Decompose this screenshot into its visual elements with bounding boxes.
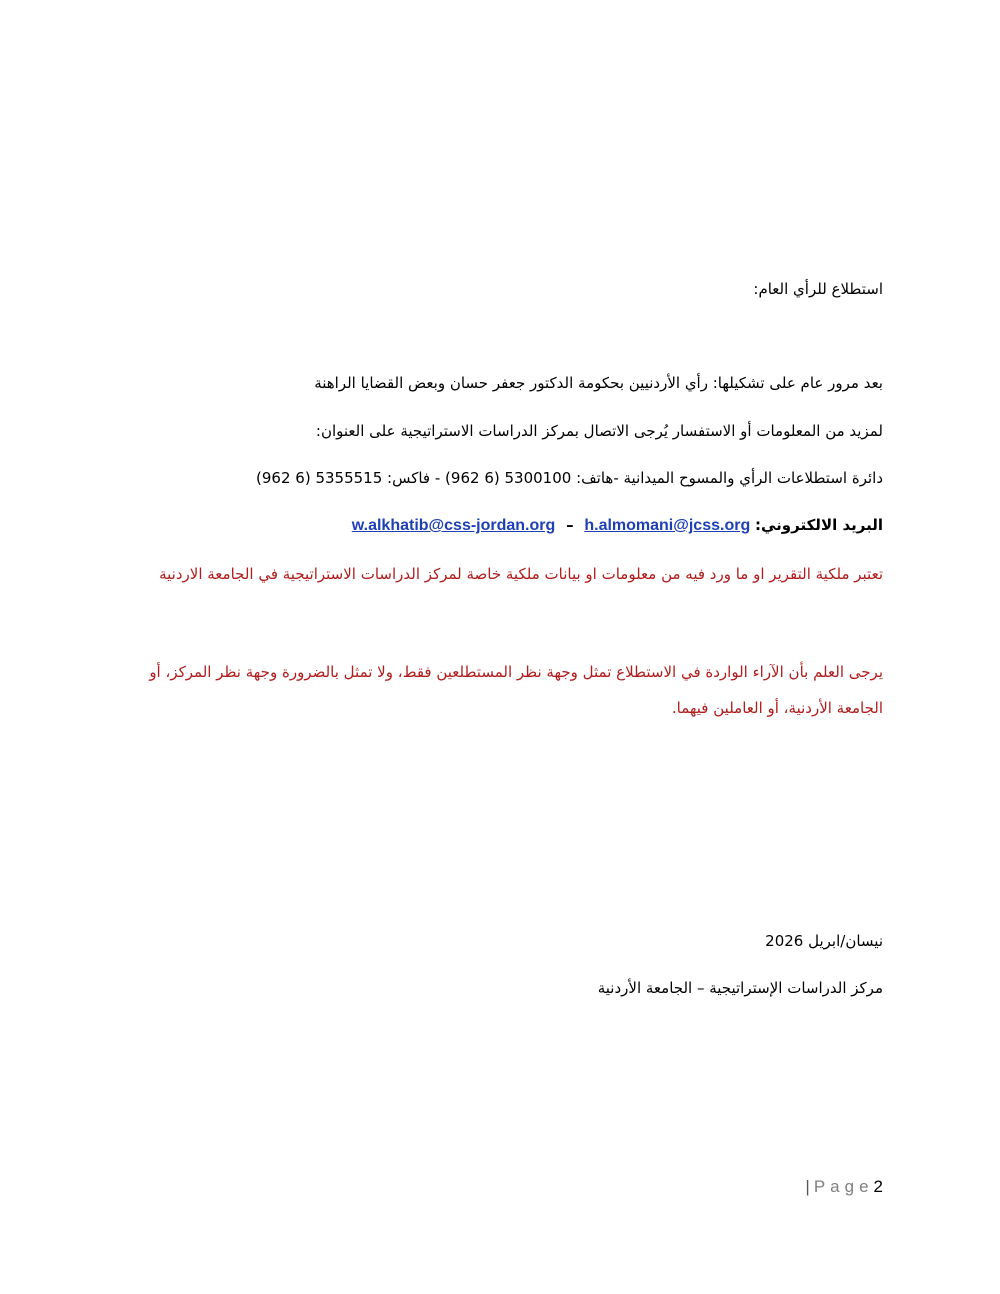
email-link-alkhatib[interactable]: w.alkhatib@css-jordan.org bbox=[351, 517, 556, 534]
email-separator: – bbox=[566, 516, 574, 534]
contact-intro: لمزيد من المعلومات أو الاستفسار يُرجى الاتصال بمركز الدراسات الاستراتيجية على العنوان: bbox=[315, 422, 883, 440]
email-line bbox=[123, 514, 883, 537]
report-date: نيسان/ابريل 2026 bbox=[765, 932, 883, 950]
department-contact-line: دائرة استطلاعات الرأي والمسوح الميدانية -هاتف: 5300100 (6 962) - فاكس: 5355515 (6 962) bbox=[256, 469, 883, 487]
survey-heading: استطلاع للرأي العام: bbox=[753, 280, 883, 298]
page-number: 2 bbox=[873, 1177, 883, 1196]
footer-page-word: Page bbox=[813, 1177, 874, 1196]
ownership-notice: تعتبر ملكية التقرير او ما ورد فيه من معلومات او بيانات ملكية خاصة لمركز الدراسات الاستراتيجية في الجامعة الاردنية bbox=[159, 565, 883, 583]
organization-name: مركز الدراسات الإستراتيجية – الجامعة الأردنية bbox=[597, 979, 883, 997]
email-label: البريد الالكتروني: bbox=[755, 516, 883, 534]
page-footer bbox=[801, 1176, 883, 1198]
survey-subject: بعد مرور عام على تشكيلها: رأي الأردنيين بحكومة الدكتور جعفر حسان وبعض القضايا الراهنة bbox=[314, 374, 883, 392]
footer-separator: | bbox=[805, 1177, 810, 1196]
email-link-almomani[interactable]: h.almomani@jcss.org bbox=[584, 517, 751, 534]
disclaimer-paragraph: يرجى العلم بأن الآراء الواردة في الاستطلاع تمثل وجهة نظر المستطلعين فقط، ولا تمثل بالضرورة وجهة نظر المركز، أو الجامعة الأردنية، أو العاملين فيهما. bbox=[149, 663, 883, 717]
